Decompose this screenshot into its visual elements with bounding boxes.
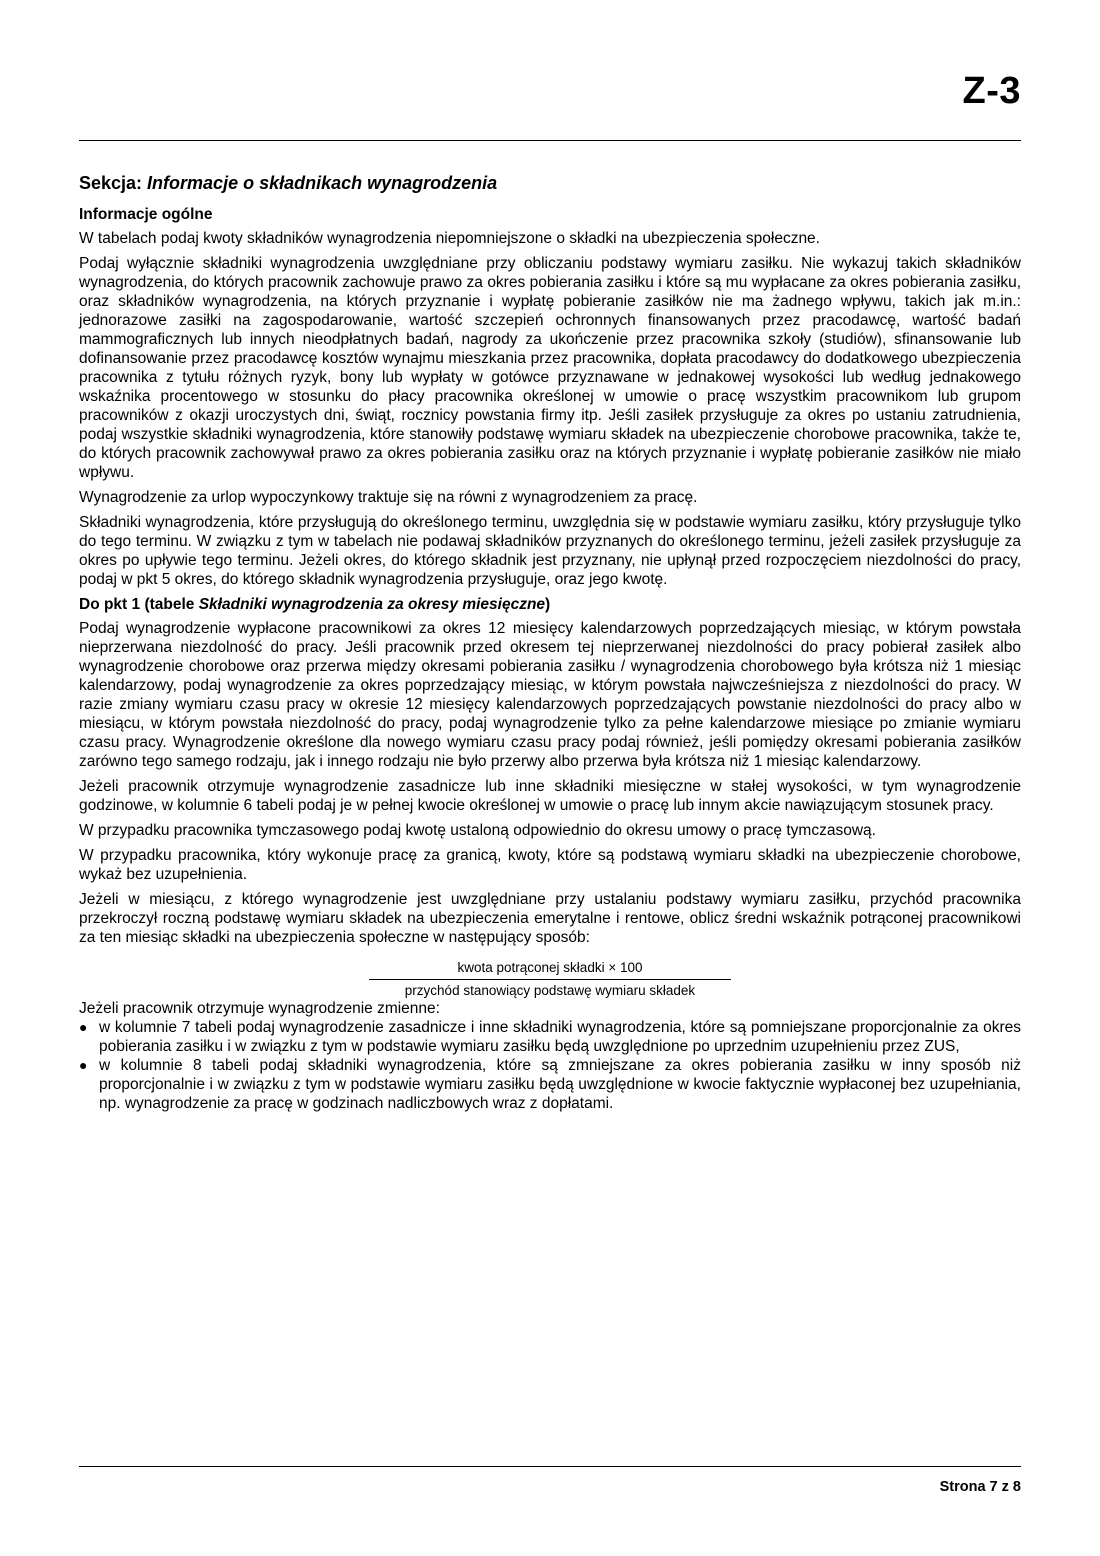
header-divider <box>79 140 1021 141</box>
pkt1-paragraph: W przypadku pracownika tymczasowego podaj kwotę ustaloną odpowiednio do okresu umowy o pracę tymczasową. <box>79 822 876 839</box>
general-paragraph: Podaj wyłącznie składniki wynagrodzenia uwzględniane przy obliczaniu podstawy wymiaru zasiłku. Nie wykazuj takich składników wynagrodzenia, do których pracownik zachowuje prawo za okres pobierania zasiłku i które są mu wypłacane za okres pobierania zasiłku, oraz składników wynagrodzenia, na których przyznanie i wypłatę pobieranie zasiłków nie ma żadnego wpływu, takich jak m.in.: jednorazowe zasiłki na zagospodarowanie, wartość szczepień ochronnych finansowanych przez pracodawcę, wartość badań mammograficznych lub innych nieodpłatnych badań, nagrody za ukończenie przez pracownika szkoły (studiów), sfinansowanie lub dofinansowanie przez pracodawcę kosztów wynajmu mieszkania przez pracownika, dopłata pracodawcy do dodatkowego ubezpieczenia pracownika z tytułu różnych ryzyk, bony lub wypłaty w gotówce przyznawane w jednakowej wysokości lub według jednakowego wskaźnika procentowego w stosunku do płacy pracownika określonej w umowie o pracę wszystkim pracownikom lub grupom pracowników z okazji uroczystych dni, świąt, rocznicy powstania firmy itp. Jeśli zasiłek przysługuje za okres po ustaniu zatrudnienia, podaj wszystkie składniki wynagrodzenia, które stanowiły podstawę wymiaru składek na ubezpieczenie chorobowe pracownika, także te, do których pracownik zachowywał prawo za okres pobierania zasiłku oraz na których przyznanie i wypłatę pobieranie zasiłków nie miało wpływu. <box>79 255 1021 481</box>
pkt1-paragraph: Jeżeli pracownik otrzymuje wynagrodzenie zasadnicze lub inne składniki miesięczne w stałej wysokości, w tym wynagrodzenie godzinowe, w kolumnie 6 tabeli podaj je w pełnej kwocie określonej w umowie o pracę lub innym akcie nawiązującym stosunek pracy. <box>79 778 1021 814</box>
general-heading: Informacje ogólne <box>79 206 213 223</box>
variable-pay-intro: Jeżeli pracownik otrzymuje wynagrodzenie zmienne: <box>79 1000 440 1017</box>
pkt1-paragraph: Podaj wynagrodzenie wypłacone pracownikowi za okres 12 miesięcy kalendarzowych poprzedzających miesiąc, w którym powstała nieprzerwana niezdolność do pracy. Jeśli pracownik przed okresem tej nieprzerwanej niezdolności do pracy pobierał zasiłek albo wynagrodzenie chorobowe oraz przerwa między okresami pobierania zasiłku / wynagrodzenia chorobowego była krótsza niż 1 miesiąc kalendarzowy, podaj wynagrodzenie za okres poprzedzający miesiąc, w którym powstała najwcześniejsza z niezdolności do pracy. W razie zmiany wymiaru czasu pracy w okresie 12 miesięcy kalendarzowych poprzedzających powstanie niezdolności do pracy albo w miesiącu, w którym powstała niezdolność do pracy, podaj wynagrodzenie tylko za pełne kalendarzowe miesiące po zmianie wymiaru czasu pracy. Wynagrodzenie określone dla nowego wymiaru czasu pracy podaj również, jeśli pomiędzy okresami pobierania zasiłków zarówno tego samego rodzaju, jak i innego rodzaju nie było przerwy albo przerwa była krótsza niż 1 miesiąc kalendarzowy. <box>79 620 1021 770</box>
contribution-formula <box>369 959 731 999</box>
variable-pay-list <box>79 1018 1021 1113</box>
formula-denominator: przychód stanowiący podstawę wymiaru składek <box>404 983 696 998</box>
bullet-icon: ● <box>79 1019 88 1035</box>
pkt1-paragraph: W przypadku pracownika, który wykonuje pracę za granicą, kwoty, które są podstawą wymiaru składki na ubezpieczenie chorobowe, wykaż bez uzupełnienia. <box>79 847 1021 883</box>
section-title <box>79 171 1021 195</box>
bullet-icon: ● <box>79 1057 88 1073</box>
pkt1-heading <box>79 595 1021 615</box>
section-prefix: Sekcja: <box>79 173 148 193</box>
formula-numerator: kwota potrąconej składki × 100 <box>369 959 731 980</box>
pkt1-heading-suffix: ) <box>545 596 551 613</box>
general-paragraph: W tabelach podaj kwoty składników wynagrodzenia niepomniejszone o składki na ubezpieczenia społeczne. <box>79 230 820 247</box>
page-content <box>79 171 1021 1113</box>
pkt1-paragraph: Jeżeli w miesiącu, z którego wynagrodzenie jest uwzględniane przy ustalaniu podstawy wymiaru zasiłku, przychód pracownika przekroczył roczną podstawę wymiaru składek na ubezpieczenia emerytalne i rentowe, oblicz średni wskaźnik potrąconej pracownikowi za ten miesiąc składki na ubezpieczenia społeczne w następujący sposób: <box>79 891 1021 946</box>
pkt1-heading-italic: Składniki wynagrodzenia za okresy miesięczne <box>198 596 546 613</box>
document-page <box>79 0 1021 1556</box>
general-paragraph: Składniki wynagrodzenia, które przysługują do określonego terminu, uwzględnia się w podstawie wymiaru zasiłku, który przysługuje tylko do tego terminu. W związku z tym w tabelach nie podawaj składników przyznanych do określonego terminu, jeżeli zasiłek przysługuje za okres po upływie tego terminu. Jeżeli okres, do którego składnik jest przyznany, nie upłynął przed rozpoczęciem niezdolności do pracy, podaj w pkt 5 okres, do którego składnik wynagrodzenia przysługuje, oraz jego kwotę. <box>79 514 1021 588</box>
footer-divider <box>79 1466 1021 1467</box>
list-item-text: w kolumnie 8 tabeli podaj składniki wynagrodzenia, które są zmniejszane za okres pobierania zasiłku w inny sposób niż proporcjonalnie i w związku z tym w podstawie wymiaru zasiłku będą uwzględnione w kwocie faktycznie wypłaconej bez uzupełniania, np. wynagrodzenie za pracę w godzinach nadliczbowych wraz z dopłatami. <box>99 1057 1021 1112</box>
pkt1-heading-prefix: Do pkt 1 (tabele <box>79 596 199 613</box>
list-item <box>79 1056 1021 1113</box>
general-paragraph: Wynagrodzenie za urlop wypoczynkowy traktuje się na równi z wynagrodzeniem za pracę. <box>79 489 698 506</box>
page-number: Strona 7 z 8 <box>939 1479 1021 1495</box>
list-item <box>79 1018 1021 1056</box>
section-name: Informacje o składnikach wynagrodzenia <box>147 173 498 193</box>
form-code: Z-3 <box>962 70 1021 112</box>
list-item-text: w kolumnie 7 tabeli podaj wynagrodzenie zasadnicze i inne składniki wynagrodzenia, które są pomniejszane proporcjonalnie za okres pobierania zasiłku i w związku z tym w podstawie wymiaru zasiłku będą uwzględnione po uprzednim uzupełnieniu przez ZUS, <box>99 1019 1021 1055</box>
